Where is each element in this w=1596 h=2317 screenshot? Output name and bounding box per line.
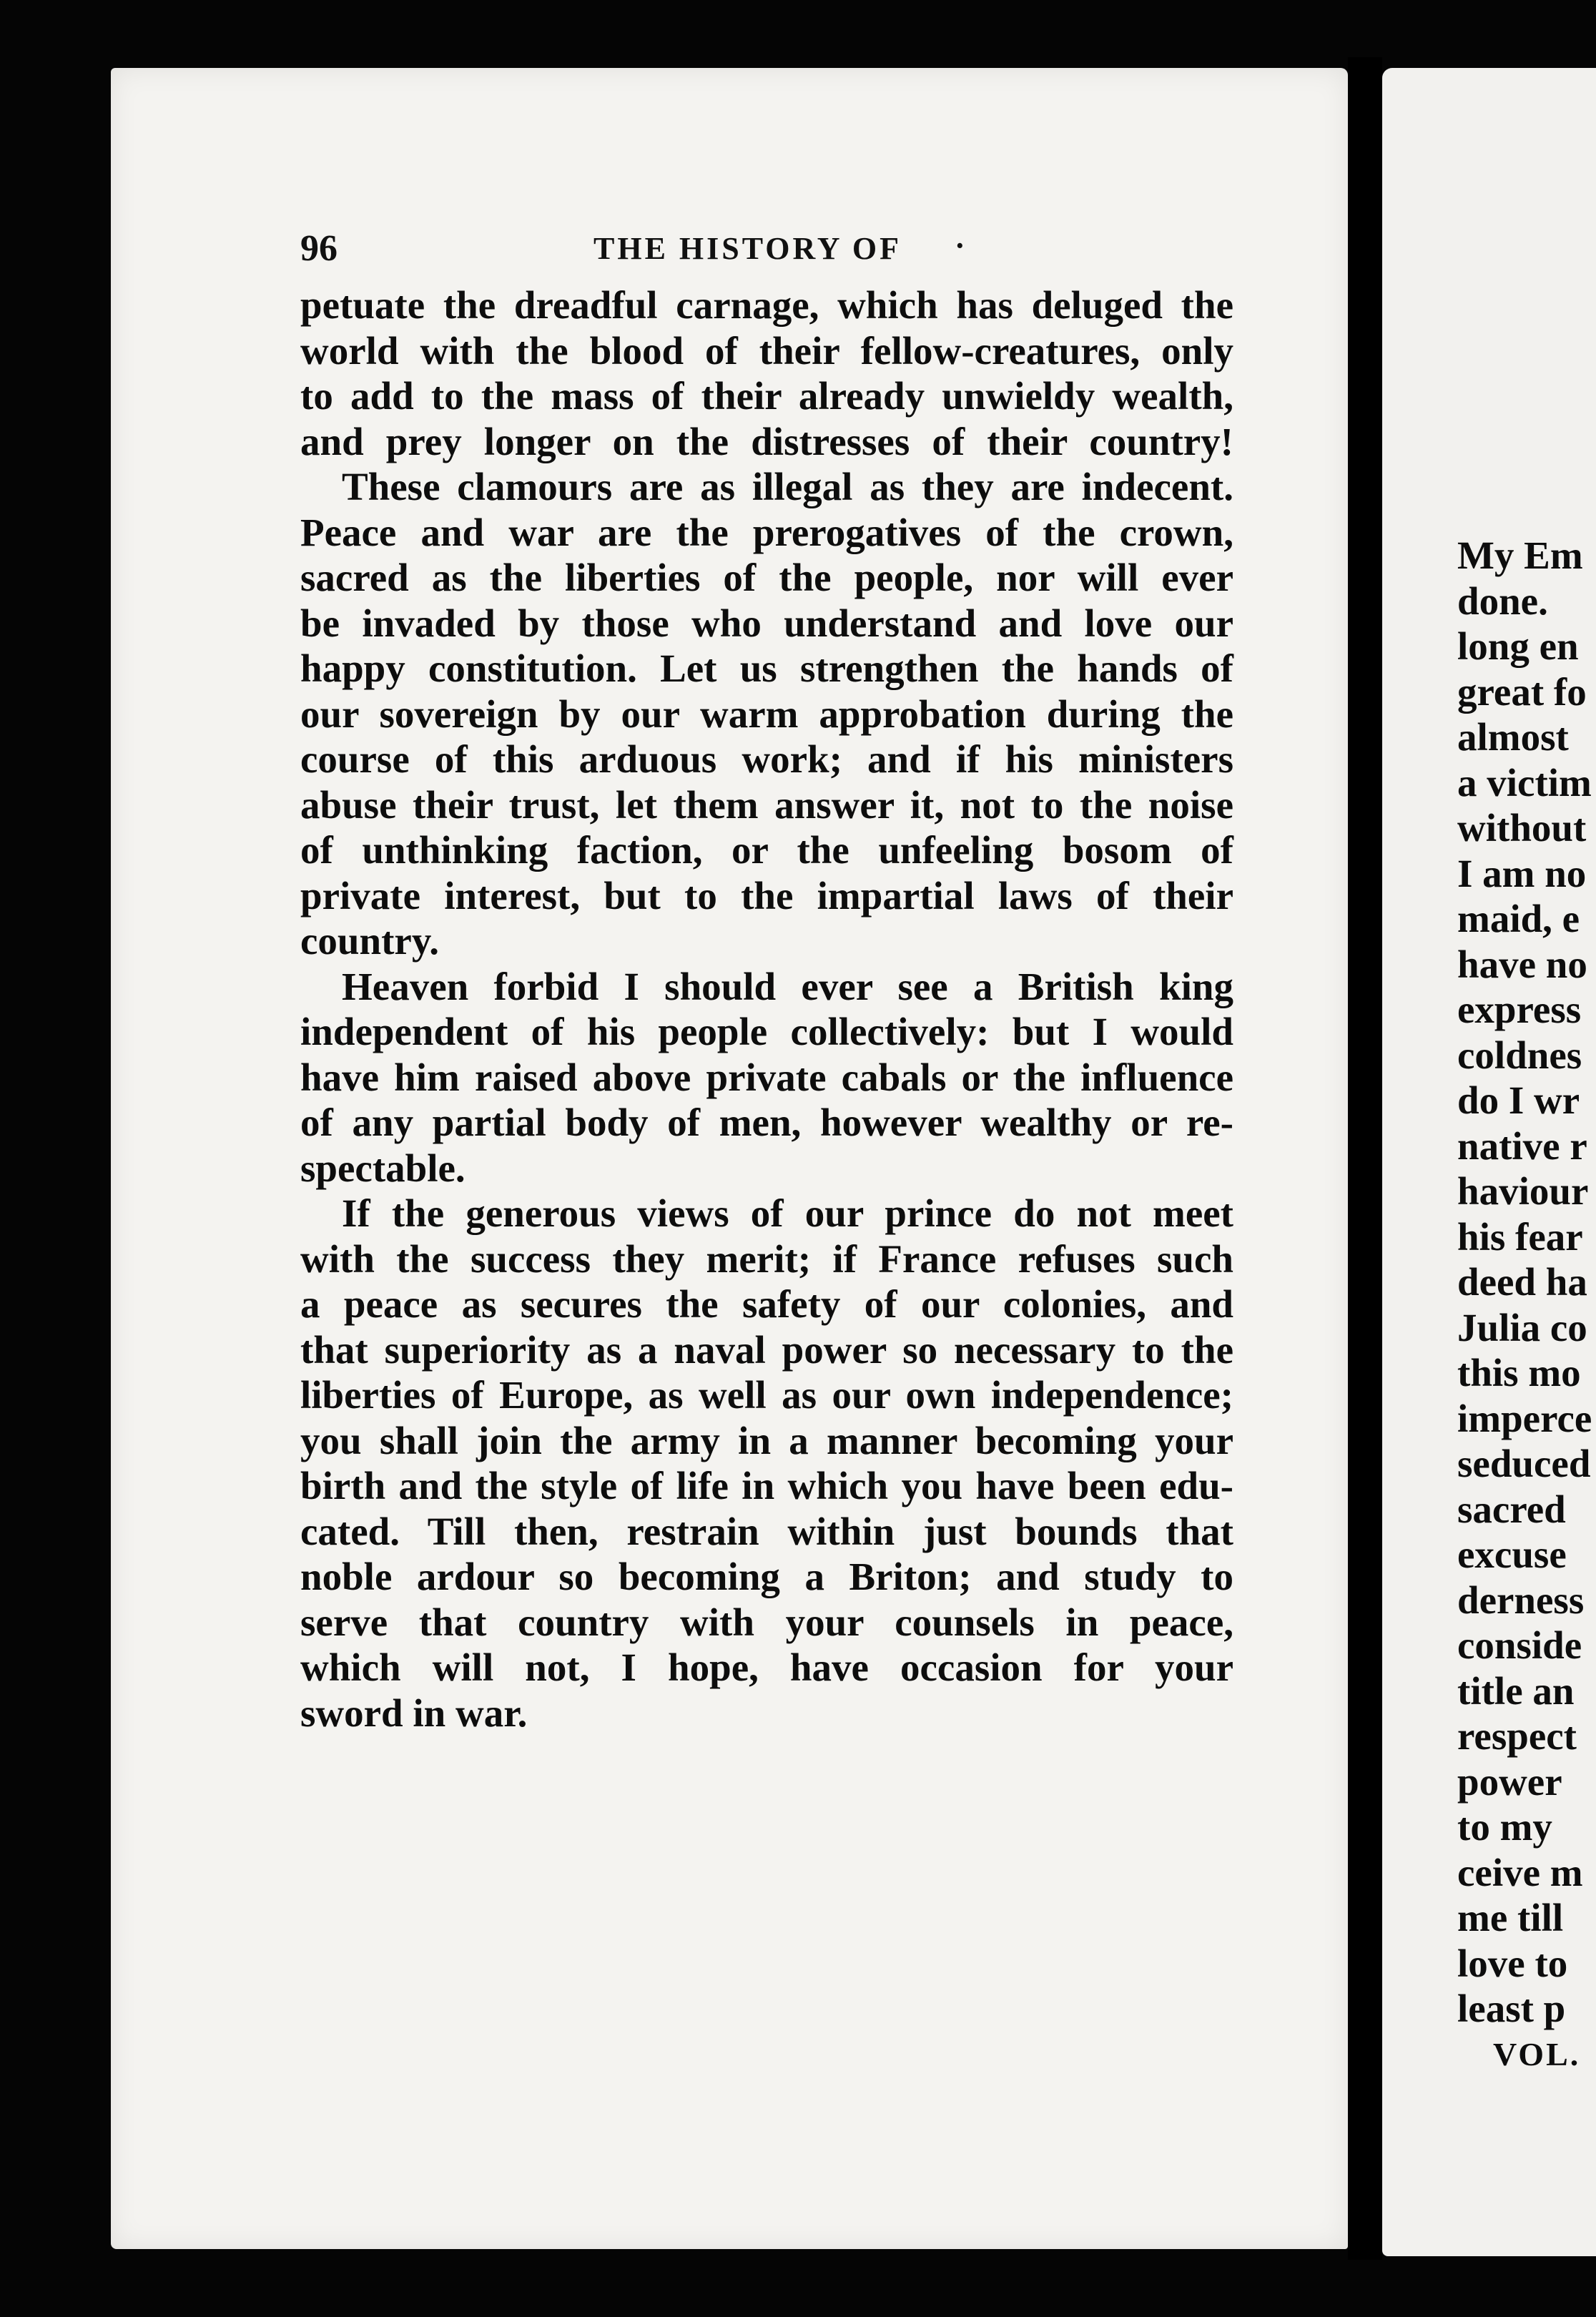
text-line: sacred as the liberties of the people, nor will ever	[300, 556, 1233, 599]
right-text-line: derness	[1457, 1578, 1585, 1622]
right-text-line: title an	[1457, 1668, 1575, 1713]
right-text-line: My Em	[1457, 533, 1583, 577]
text-line: of any partial body of men, however wealthy or re-	[300, 1101, 1233, 1144]
right-text-line: I am no	[1457, 851, 1587, 895]
text-line: birth and the style of life in which you have been edu-	[300, 1464, 1233, 1507]
right-text-line: power	[1457, 1759, 1562, 1804]
text-line: you shall join the army in a manner becoming your	[300, 1418, 1233, 1462]
text-line: with the success they merit; if France refuses such	[300, 1236, 1233, 1281]
text-line: cated. Till then, restrain within just bounds that	[300, 1509, 1233, 1553]
text-line: country.	[300, 919, 440, 963]
text-line: a peace as secures the safety of our colonies, and	[300, 1282, 1233, 1326]
text-line: course of this arduous work; and if his ministers	[300, 737, 1233, 781]
text-line: Peace and war are the prerogatives of the crown,	[300, 510, 1233, 554]
running-head	[300, 227, 1230, 277]
right-text-line: Julia co	[1457, 1305, 1587, 1349]
right-text-line: almost	[1457, 715, 1569, 759]
running-title: THE HISTORY OF	[593, 231, 902, 266]
text-line: spectable.	[300, 1146, 466, 1190]
text-line: petuate the dreadful carnage, which has deluged the	[300, 283, 1233, 327]
text-line: noble ardour so becoming a Briton; and study to	[300, 1555, 1233, 1598]
text-line: private interest, but to the impartial laws of their	[300, 873, 1233, 918]
right-text-line: this mo	[1457, 1351, 1581, 1394]
text-line: be invaded by those who understand and love our	[300, 601, 1233, 645]
right-text-line: deed ha	[1457, 1260, 1587, 1304]
right-text-line: least p	[1457, 1987, 1566, 2030]
right-page	[1382, 68, 1596, 2256]
text-line: If the generous views of our prince do not meet	[342, 1191, 1233, 1235]
text-line: and prey longer on the distresses of their country!	[300, 419, 1233, 463]
right-text-line: seduced	[1457, 1442, 1591, 1485]
right-text-line: me till	[1457, 1896, 1564, 1939]
right-text-line: great fo	[1457, 669, 1587, 714]
body-text	[300, 282, 1233, 1736]
right-text-line: his fear	[1457, 1214, 1583, 1259]
right-text-line: sacred	[1457, 1487, 1566, 1531]
right-text-line: to my	[1457, 1805, 1552, 1849]
book-gutter	[1348, 57, 1382, 2260]
text-line: happy constitution. Let us strengthen the hands of	[300, 646, 1233, 690]
right-text-line: excuse	[1457, 1533, 1567, 1576]
text-line: that superiority as a naval power so necessary to the	[300, 1327, 1233, 1372]
right-text-line: long en	[1457, 624, 1579, 668]
right-text-line: maid, e	[1457, 897, 1580, 940]
right-text-line: a victim	[1457, 760, 1592, 805]
right-text-line: haviour	[1457, 1169, 1589, 1213]
right-text-line: conside	[1457, 1623, 1582, 1667]
right-text-line: respect	[1457, 1714, 1577, 1758]
text-line: sword in war.	[300, 1691, 528, 1735]
right-text-line: love to	[1457, 1941, 1568, 1985]
text-line: Heaven forbid I should ever see a British king	[342, 964, 1233, 1008]
right-text-line: native r	[1457, 1123, 1587, 1168]
text-line: abuse their trust, let them answer it, not to the noise	[300, 782, 1233, 827]
right-text-line: done.	[1457, 579, 1548, 623]
page-number: 96	[300, 228, 338, 269]
text-line: our sovereign by our warm approbation during the	[300, 692, 1233, 736]
text-line: to add to the mass of their already unwieldy wealth,	[300, 374, 1233, 418]
right-text-line: ceive m	[1457, 1850, 1583, 1894]
right-text-line: without	[1457, 806, 1587, 850]
right-text-line: coldnes	[1457, 1033, 1582, 1077]
signature-mark: VOL.	[1493, 2035, 1581, 2072]
running-head-mark: ·	[955, 228, 965, 263]
text-line: have him raised above private cabals or the influence	[300, 1055, 1233, 1099]
right-text-line: imperce	[1457, 1396, 1592, 1440]
text-line: world with the blood of their fellow-creatures, only	[300, 328, 1233, 373]
right-text-line: express	[1457, 988, 1582, 1031]
right-page-text	[1457, 533, 1592, 2077]
text-line: independent of his people collectively: but I would	[300, 1010, 1233, 1053]
text-line: serve that country with your counsels in peace,	[300, 1600, 1233, 1644]
right-text-line: do I wr	[1457, 1078, 1580, 1122]
text-line: liberties of Europe, as well as our own independence;	[300, 1373, 1233, 1417]
text-line: of unthinking faction, or the unfeeling bosom of	[300, 828, 1233, 872]
right-text-line: have no	[1457, 942, 1587, 986]
text-line: These clamours are as illegal as they are indecent.	[342, 465, 1233, 508]
text-line: which will not, I hope, have occasion for your	[300, 1645, 1233, 1689]
